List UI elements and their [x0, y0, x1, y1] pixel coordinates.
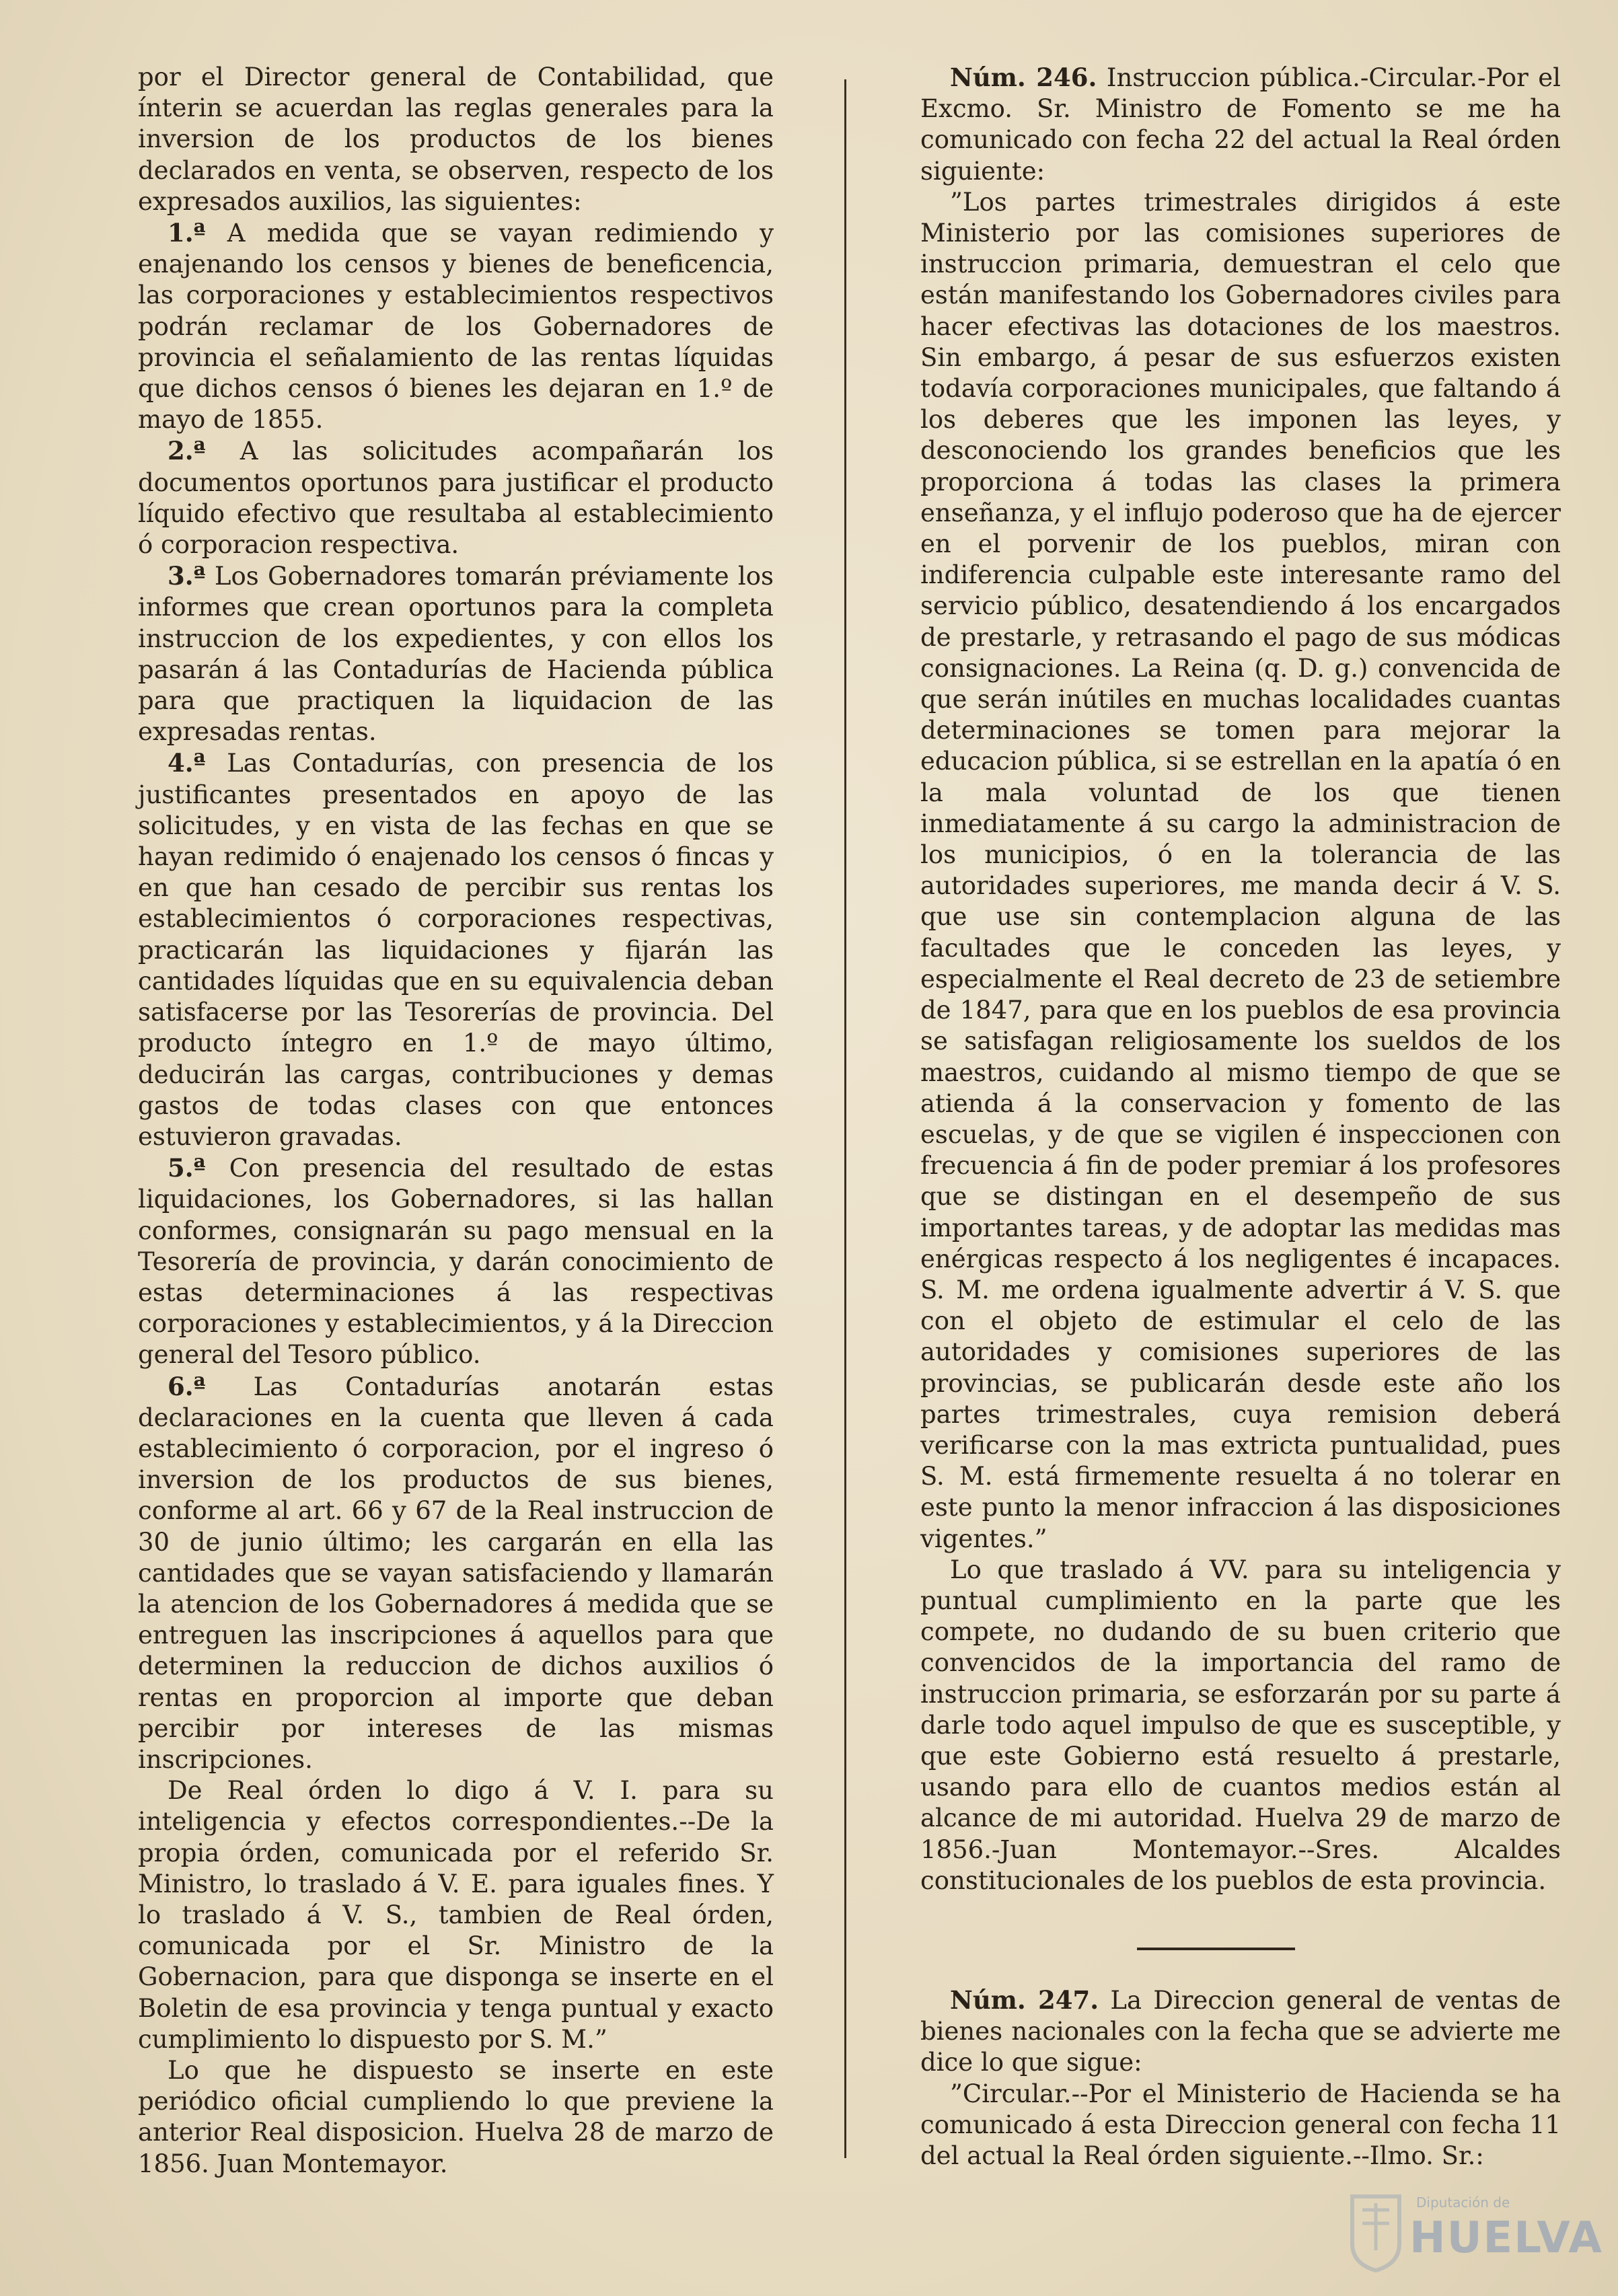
rule-6-paragraph: [138, 1371, 774, 1776]
rule-1-paragraph: [138, 217, 774, 435]
section-separator: [1137, 1948, 1295, 1950]
rule-3-text: Los Gobernadores tomarán préviamente los informes que crean oportunos para la completa instruccion de los expedientes, y con ellos los pasarán á las Contadurías de Hacienda pública para que practiquen la liquidacion de las expresadas rentas.: [138, 562, 774, 747]
right-column: [920, 62, 1561, 1896]
section-246-quote: ”Los partes trimestrales dirigidos á este Ministerio por las comisiones superiores de instruccion primaria, demuestran el celo que están manifestando los Gobernadores civiles para hacer efectivas las dotaciones de los maestros. Sin embargo, á pesar de sus esfuerzos existen todavía corporaciones municipales, que faltando á los deberes que les imponen las leyes, y desconociendo los grandes beneficios que les proporciona á todas las clases la primera enseñanza, y el influjo poderoso que ha de ejercer en el porvenir de los pueblos, miran con indiferencia culpable este interesante ramo del servicio público, desatendiendo á los encargados de prestarle, y retrasando el pago de sus módicas consignaciones. La Reina (q. D. g.) convencida de que serán inútiles en muchas localidades cuantas determinaciones se tomen para mejorar la educacion pública, si se estrellan en la apatía ó en la mala voluntad de los que tienen inmediatamente á su cargo la administracion de los municipios, ó en la tolerancia de las autoridades superiores, me manda decir á V. S. que use sin contemplacion alguna de las facultades que le conceden las leyes, y especialmente el Real decreto de 23 de setiembre de 1847, para que en los pueblos de esa provincia se satisfagan religiosamente los sueldos de los maestros, cuidando al mismo tiempo de que se atienda á la conservacion y fomento de las escuelas, y de que se vigilen é inspeccionen con frecuencia á fin de poder premiar á los profesores que se distingan en el desempeño de sus importantes tareas, y de adoptar las medidas mas enérgicas respecto á los negligentes é incapaces. S. M. me ordena igualmente advertir á V. S. que con el objeto de estimular el celo de las autoridades y comisiones superiores de las provincias, se publicarán desde este año los partes trimestrales, cuya remision deberá verificarse con la mas extricta puntualidad, pues S. M. está firmemente resuelta á no tolerar en este punto la menor infraccion á las disposiciones vigentes.”: [920, 187, 1561, 1553]
rule-4-paragraph: [138, 747, 774, 1152]
rule-5-text: Con presencia del resultado de estas liquidaciones, los Gobernadores, si las hallan conformes, consignarán su pago mensual en la Tesorería de provincia, y darán conocimiento de estas determinaciones á las respectivas corporaciones y establecimientos, y á la Direccion general del Tesoro público.: [138, 1154, 774, 1370]
rule-5-number: 5.ª: [168, 1153, 206, 1183]
rule-3-paragraph: [138, 560, 774, 747]
rule-4-number: 4.ª: [168, 748, 206, 778]
section-247-quote: ”Circular.--Por el Ministerio de Hacienda se ha comunicado á esta Direccion general con fecha 11 del actual la Real órden siguiente.--Ilmo. Sr.:: [920, 2079, 1561, 2171]
rule-2-paragraph: [138, 435, 774, 560]
rule-2-text: A las solicitudes acompañarán los documentos oportunos para justificar el producto líquido efectivo que resultaba al establecimiento ó corporacion respectiva.: [138, 437, 774, 560]
royal-order-paragraph: De Real órden lo digo á V. I. para su inteligencia y efectos correspondientes.--De la propia órden, comunicada por el referido Sr. Ministro, lo traslado á V. E. para iguales fines. Y lo traslado á V. S., tambien de Real órden, comunicada por el Sr. Ministro de la Gobernacion, para que disponga se inserte en el Boletin de esa provincia y tenga puntual y exacto cumplimiento lo dispuesto por S. M.”: [138, 1776, 774, 2054]
rule-4-text: Las Contadurías, con presencia de los justificantes presentados en apoyo de las solicitudes, y en vista de las fechas en que se hayan redimido ó enajenado los censos ó fincas y en que han cesado de percibir sus rentas los establecimientos ó corporaciones respectivas, practicarán las liquidaciones y fijarán las cantidades líquidas que en su equivalencia deban satisfacerse por las Tesorerías de provincia. Del producto íntegro en 1.º de mayo último, deducirán las cargas, contribuciones y demas gastos de todas clases con que entonces estuvieron gravadas.: [138, 749, 774, 1151]
watermark-subtitle: Diputación de: [1416, 2194, 1510, 2211]
section-246-heading: [920, 62, 1561, 187]
closing-paragraph: Lo que he dispuesto se inserte en este periódico oficial cumpliendo lo que previene la anterior Real disposicion. Huelva 28 de marzo de 1856. Juan Montemayor.: [138, 2056, 774, 2178]
rule-5-paragraph: [138, 1152, 774, 1370]
rule-2-number: 2.ª: [168, 436, 206, 466]
section-247-number: Núm. 247.: [950, 1985, 1099, 2015]
rule-3-number: 3.ª: [168, 561, 206, 591]
section-247-title: La Direccion general de ventas de bienes nacionales con la fecha que se advierte me dice lo que sigue:: [920, 1986, 1561, 2077]
rule-6-number: 6.ª: [168, 1371, 206, 1401]
section-247: [920, 1985, 1561, 2172]
section-246-number: Núm. 246.: [950, 63, 1097, 92]
left-intro-paragraph: por el Director general de Contabilidad, que ínterin se acuerdan las reglas generales para la inversion de los productos de los bienes declarados en venta, se observen, respecto de los expresados auxilios, las siguientes:: [138, 63, 774, 216]
column-divider: [844, 79, 846, 2158]
rule-6-text: Las Contadurías anotarán estas declaraciones en la cuenta que lleven á cada establecimiento ó corporacion, por el ingreso ó inversion de los productos de sus bienes, conforme al art. 66 y 67 de la Real instruccion de 30 de junio último; les cargarán en ella las cantidades que se vayan satisfaciendo y llamarán la atencion de los Gobernadores á medida que se entreguen las inscripciones á aquellos para que determinen la reduccion de dichos auxilios ó rentas en proporcion al importe que deban percibir por intereses de las mismas inscripciones.: [138, 1372, 774, 1774]
rule-1-text: A medida que se vayan redimiendo y enajenando los censos y bienes de beneficencia, las corporaciones y establecimientos respectivos podrán reclamar de los Gobernadores de provincia el señalamiento de las rentas líquidas que dichos censos ó bienes les dejaran en 1.º de mayo de 1855.: [138, 219, 774, 435]
watermark-name: HUELVA: [1409, 2213, 1603, 2263]
section-246-title: Instruccion pública.-Circular.-Por el Excmo. Sr. Ministro de Fomento se me ha comunicado con fecha 22 del actual la Real órden siguiente:: [920, 63, 1561, 186]
left-column: [138, 62, 774, 2180]
section-247-heading: [920, 1985, 1561, 2079]
section-246-transfer: Lo que traslado á VV. para su inteligencia y puntual cumplimiento en la parte que les compete, no dudando de su buen criterio que convencidos de la importancia del ramo de instruccion primaria, se esforzarán por su parte á darle todo aquel impulso de que es susceptible, y que este Gobierno está resuelto á prestarle, usando para ello de cuantos medios están al alcance de mi autoridad. Huelva 29 de marzo de 1856.-Juan Montemayor.--Sres. Alcaldes constitucionales de los pueblos de esta provincia.: [920, 1555, 1561, 1895]
rule-1-number: 1.ª: [168, 218, 206, 248]
